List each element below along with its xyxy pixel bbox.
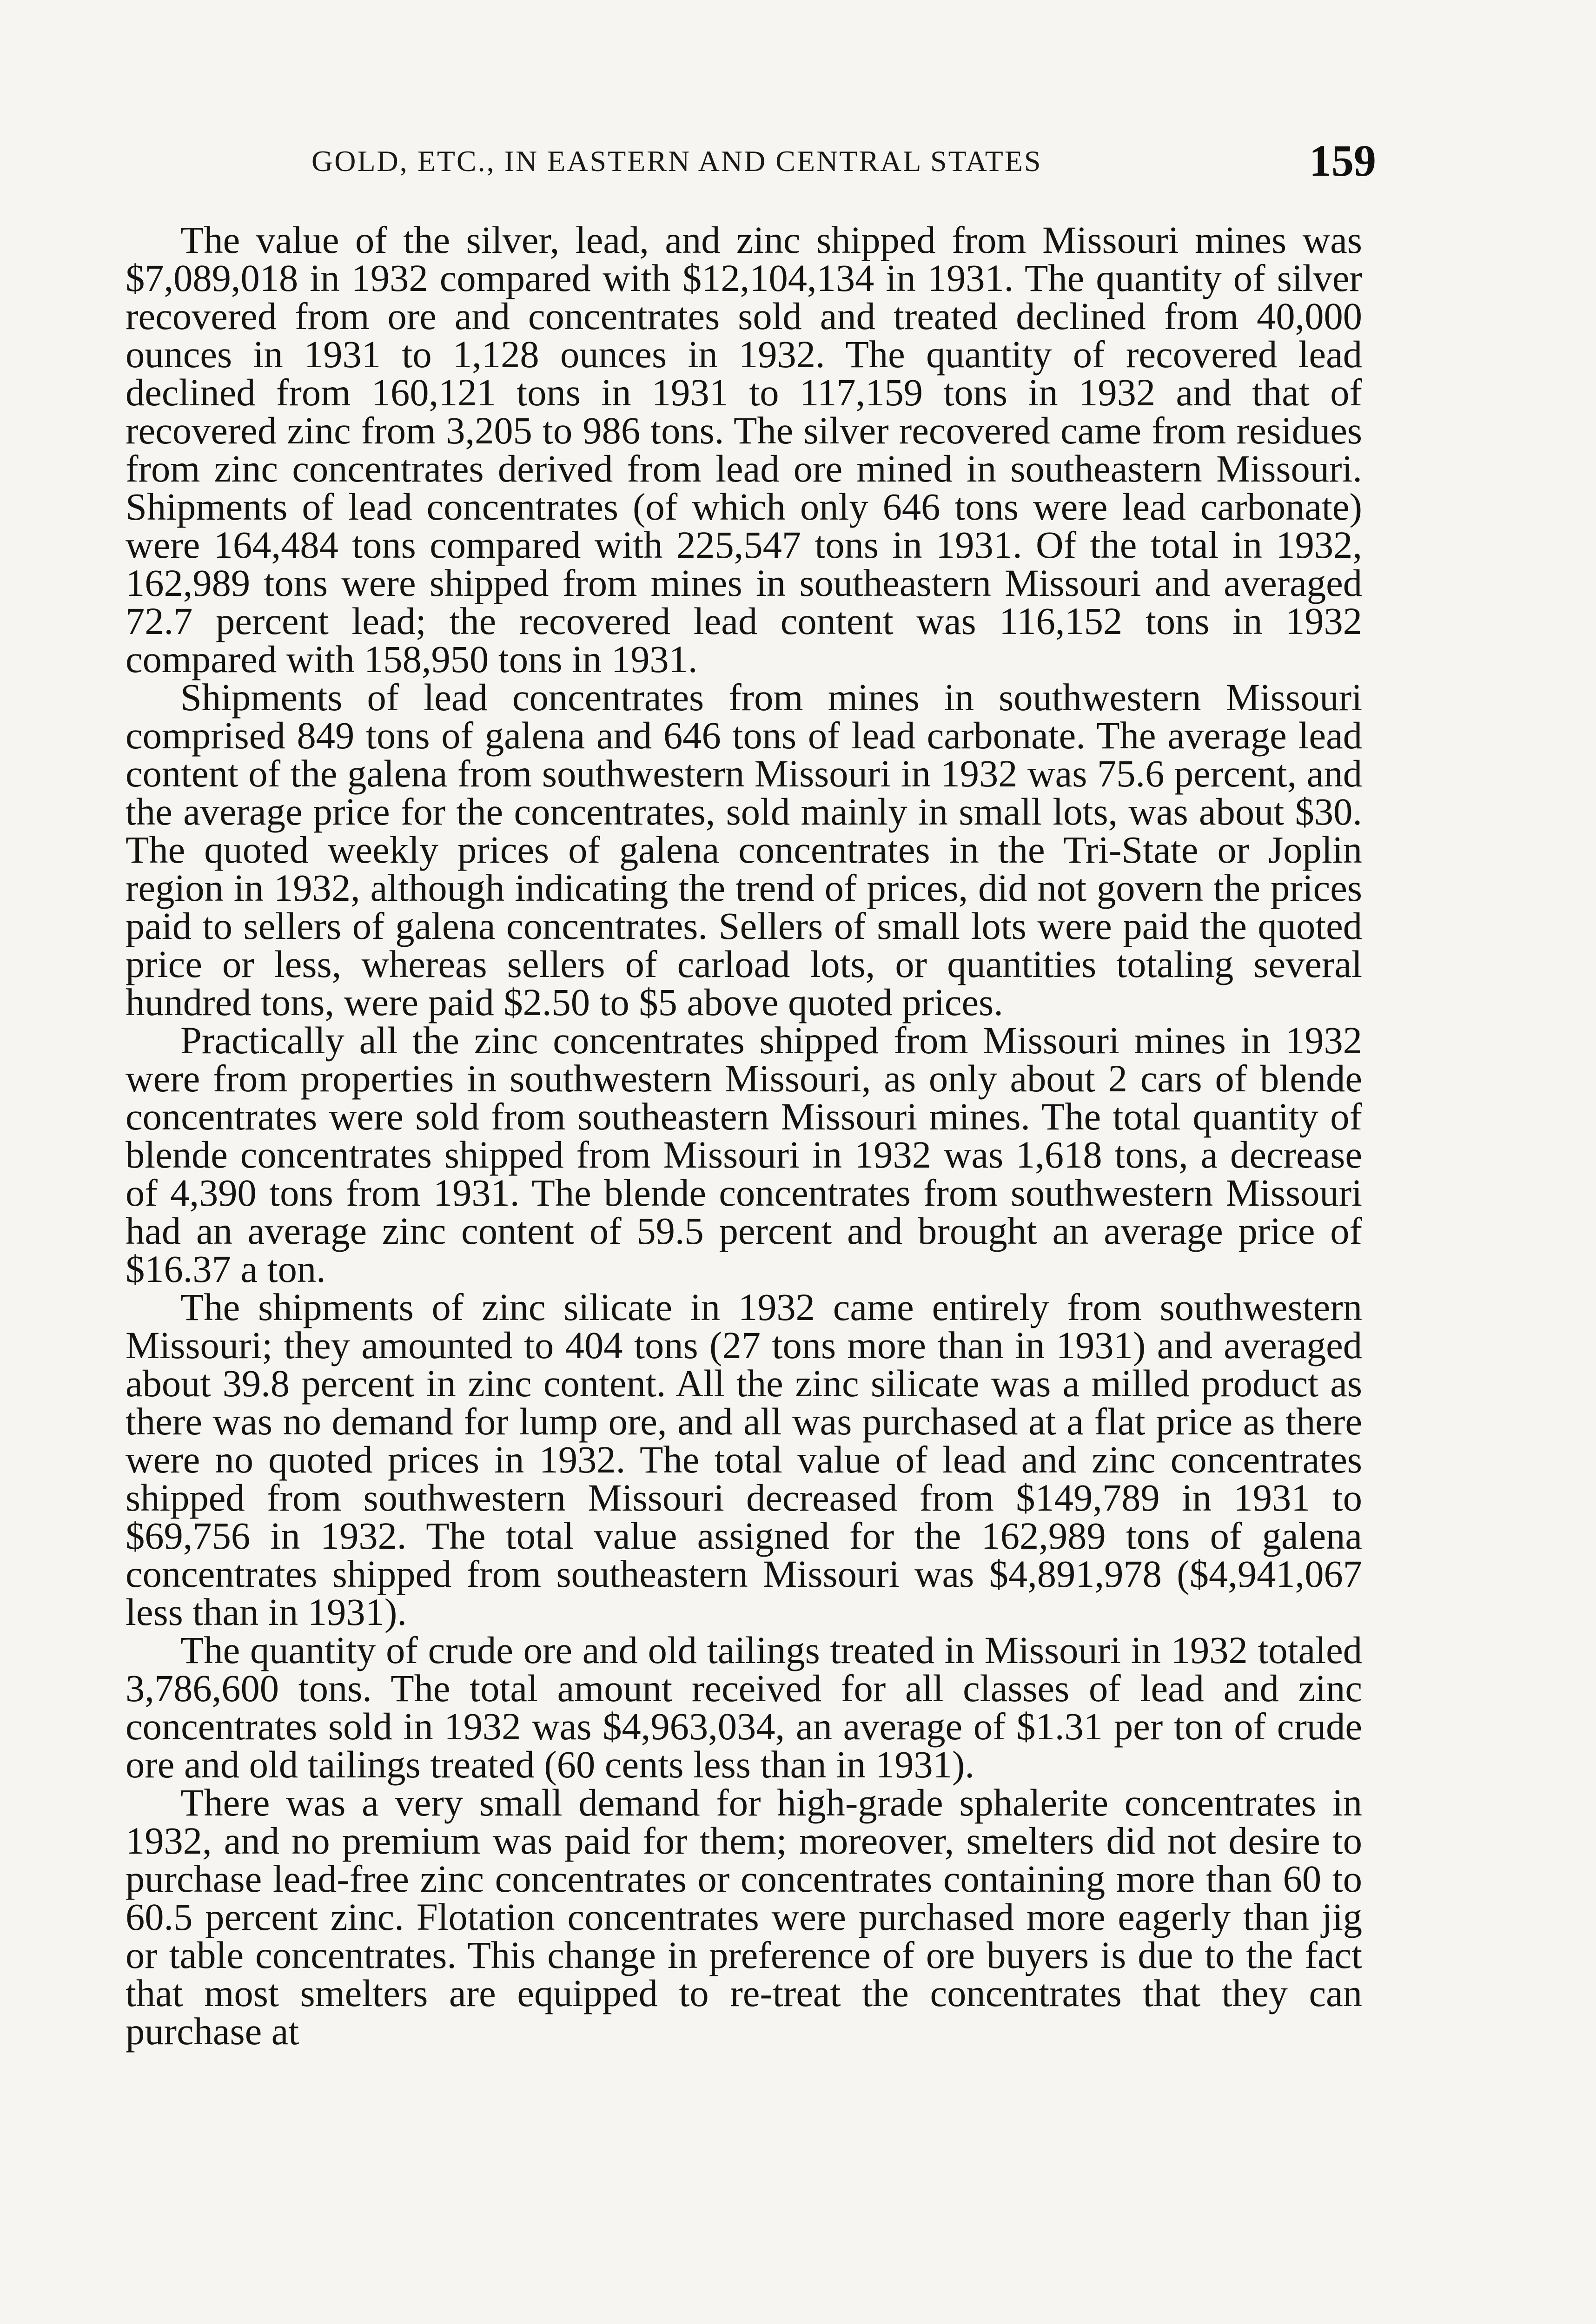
page-header — [121, 135, 1376, 195]
paragraph: The value of the silver, lead, and zinc shipped from Missouri mines was $7,089,018 in 1932 compared with $12,104,134 in 1931. The quantity of silver recovered from ore and concentrates sold and treated declined from 40,000 ounces in 1931 to 1,128 ounces in 1932. The quantity of recovered lead declined from 160,121 tons in 1931 to 117,159 tons in 1932 and that of recovered zinc from 3,205 to 986 tons. The silver recovered came from residues from zinc concentrates derived from lead ore mined in southeastern Missouri. Shipments of lead concentrates (of which only 646 tons were lead carbonate) were 164,484 tons compared with 225,547 tons in 1931. Of the total in 1932, 162,989 tons were shipped from mines in southeastern Missouri and averaged 72.7 percent lead; the recovered lead content was 116,152 tons in 1932 compared with 158,950 tons in 1931. — [126, 218, 1362, 680]
paragraph: The shipments of zinc silicate in 1932 came entirely from southwestern Missouri; they amounted to 404 tons (27 tons more than in 1931) and averaged about 39.8 percent in zinc content. All the zinc silicate was a milled product as there was no demand for lump ore, and all was purchased at a flat price as there were no quoted prices in 1932. The total value of lead and zinc concentrates shipped from southwestern Missouri decreased from $149,789 in 1931 to $69,756 in 1932. The total value assigned for the 162,989 tons of galena concentrates shipped from southeastern Missouri was $4,891,978 ($4,941,067 less than in 1931). — [126, 1286, 1362, 1633]
paragraph: Practically all the zinc concentrates shipped from Missouri mines in 1932 were from properties in southwestern Missouri, as only about 2 cars of blende concentrates were sold from southeastern Missouri mines. The total quantity of blende concentrates shipped from Missouri in 1932 was 1,618 tons, a decrease of 4,390 tons from 1931. The blende concentrates from southwestern Missouri had an average zinc content of 59.5 percent and brought an average price of $16.37 a ton. — [126, 1019, 1362, 1290]
page-number: 159 — [1309, 136, 1376, 185]
body-text — [126, 218, 1362, 2053]
paragraph: Shipments of lead concentrates from mines in southwestern Missouri comprised 849 tons of galena and 646 tons of lead carbonate. The average lead content of the galena from southwestern Missouri in 1932 was 75.6 percent, and the average price for the concentrates, sold mainly in small lots, was about $30. The quoted weekly prices of galena concentrates in the Tri-State or Joplin region in 1932, although indicating the trend of prices, did not govern the prices paid to sellers of galena concentrates. Sellers of small lots were paid the quoted price or less, whereas sellers of carload lots, or quantities totaling several hundred tons, were paid $2.50 to $5 above quoted prices. — [126, 676, 1362, 1023]
paragraph: There was a very small demand for high-grade sphalerite concentrates in 1932, and no premium was paid for them; moreover, smelters did not desire to purchase lead-free zinc concentrates or concentrates containing more than 60 to 60.5 percent zinc. Flotation concentrates were purchased more eagerly than jig or table concentrates. This change in preference of ore buyers is due to the fact that most smelters are equipped to re-treat the concentrates that they can purchase at — [126, 1781, 1362, 2053]
running-head: GOLD, ETC., IN EASTERN AND CENTRAL STATES — [311, 145, 1042, 178]
paragraph: The quantity of crude ore and old tailings treated in Missouri in 1932 totaled 3,786,600 tons. The total amount received for all classes of lead and zinc concentrates sold in 1932 was $4,963,034, an average of $1.31 per ton of crude ore and old tailings treated (60 cents less than in 1931). — [126, 1629, 1362, 1786]
